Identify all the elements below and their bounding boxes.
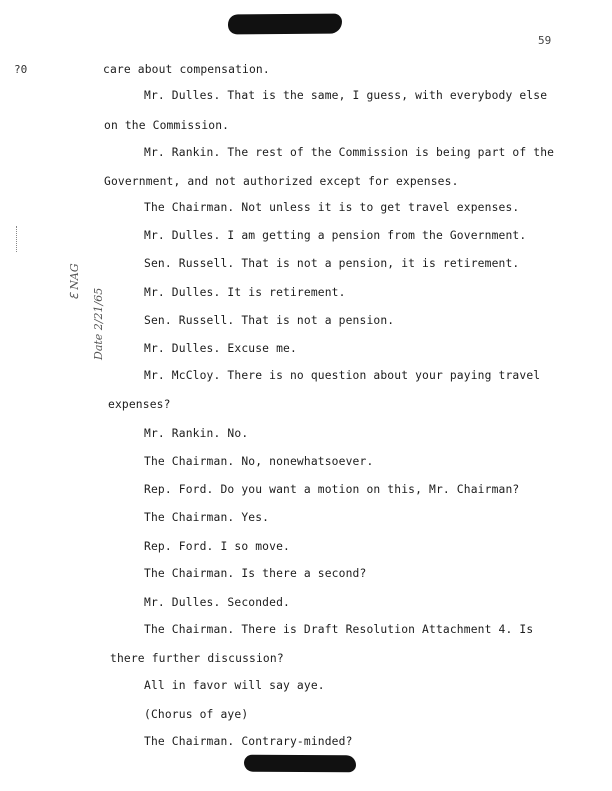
transcript-line: Mr. Dulles. Excuse me. — [144, 342, 297, 355]
transcript-line: Mr. McCloy. There is no question about your paying travel — [144, 369, 541, 382]
transcript-line: expenses? — [108, 398, 171, 411]
declassification-stamp-initials: ℇ NAG — [68, 263, 81, 300]
transcript-line: Mr. Dulles. That is the same, I guess, with everybody else — [144, 89, 548, 102]
transcript-line: Rep. Ford. I so move. — [144, 540, 290, 553]
transcript-line: Mr. Rankin. The rest of the Commission is being part of the — [144, 146, 555, 159]
margin-mark: ?0 — [14, 63, 28, 76]
transcript-line: Rep. Ford. Do you want a motion on this, Mr. Chairman? — [144, 483, 520, 496]
transcript-line: Sen. Russell. That is not a pension. — [144, 314, 395, 327]
transcript-line: The Chairman. Is there a second? — [144, 567, 367, 580]
transcript-line: (Chorus of aye) — [144, 708, 249, 721]
transcript-line: on the Commission. — [104, 119, 230, 132]
transcript-line: The Chairman. No, nonewhatsoever. — [144, 455, 374, 468]
transcript-line: The Chairman. There is Draft Resolution Attachment 4. Is — [144, 623, 534, 636]
transcript-line: Government, and not authorized except for expenses. — [104, 175, 459, 188]
transcript-line: The Chairman. Not unless it is to get travel expenses. — [144, 201, 520, 214]
transcript-line: Mr. Dulles. It is retirement. — [144, 286, 346, 299]
page-number: 59 — [538, 34, 552, 47]
transcript-line: Mr. Dulles. I am getting a pension from the Government. — [144, 229, 527, 242]
redaction-bar-bottom — [244, 755, 356, 773]
transcript-line: care about compensation. — [103, 63, 270, 76]
transcript-line: Sen. Russell. That is not a pension, it is retirement. — [144, 257, 520, 270]
transcript-line: Mr. Dulles. Seconded. — [144, 596, 290, 609]
redaction-bar-top — [228, 14, 342, 35]
declassification-stamp-date: Date 2/21/65 — [92, 287, 105, 360]
transcript-line: there further discussion? — [110, 652, 284, 665]
transcript-line: The Chairman. Yes. — [144, 511, 270, 524]
transcript-line: Mr. Rankin. No. — [144, 427, 249, 440]
transcript-line: All in favor will say aye. — [144, 679, 325, 692]
transcript-line: The Chairman. Contrary-minded? — [144, 735, 353, 748]
margin-tick-mark — [16, 226, 21, 252]
